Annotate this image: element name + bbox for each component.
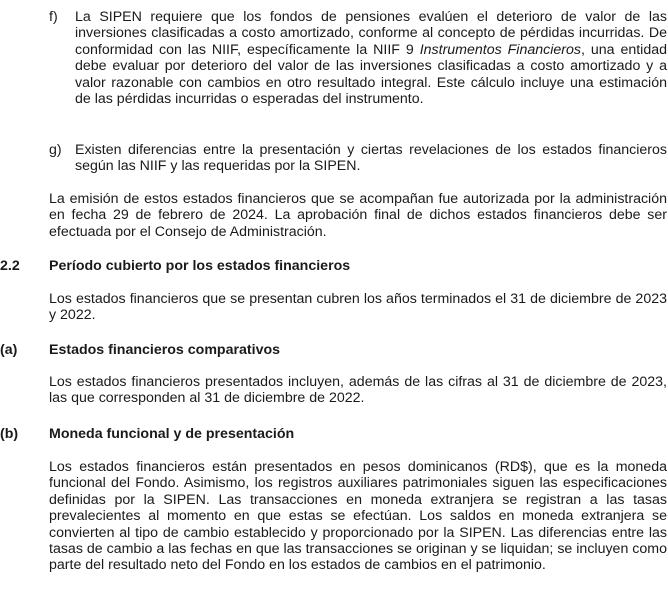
section-body-2-2: Los estados financieros que se presentan cubren los años terminados el 31 de diciembre de 2023 y 2022. bbox=[49, 291, 667, 324]
list-item-f-italic: Instrumentos Financieros bbox=[419, 41, 581, 58]
list-item-f-text-2: , una entidad debe evaluar por deterioro del valor de las inversiones clasificadas a costo amortizado y a valor razonable con cambios en otro resultado integral. Este cálculo incluye una estimación de las pérdidas incurridas o esperadas del instrumento. bbox=[75, 41, 667, 108]
list-item-f-text-1: La SIPEN requiere que los fondos de pensiones evalúen el deterioro de valor de las inversiones clasificadas a costo amortizado, conforme al concepto de pérdidas incurridas. De conformidad con las NIIF, específicamente la NIIF 9 bbox=[75, 9, 667, 58]
list-marker-g: g) bbox=[49, 142, 62, 158]
section-body-a: Los estados financieros presentados incluyen, además de las cifras al 31 de diciembre de 2023, las que corresponden al 31 de diciembre de 2022. bbox=[49, 374, 667, 407]
section-body-b: Los estados financieros están presentados en pesos dominicanos (RD$), que es la moneda funcional del Fondo. Asimismo, los registros auxiliares patrimoniales siguen las especificaciones definidas por la SIPEN. Las transacciones en moneda extranjera se registran a las tasas prevalecientes al momento en que estas se efectúan. Los saldos en moneda extranjera se convierten al tipo de cambio establecido y proporcionado por la SIPEN. Las diferencias entre las tasas de cambio a las fechas en que las transacciones se originan y se liquidan; se incluyen como parte del resultado neto del Fondo en los estados de cambios en el patrimonio. bbox=[49, 459, 667, 574]
list-item-g: Existen diferencias entre la presentación y ciertas revelaciones de los estados financieros según las NIIF y las requeridas por la SIPEN. bbox=[75, 142, 667, 175]
section-heading-2-2: Período cubierto por los estados financieros bbox=[49, 258, 351, 274]
section-heading-b: Moneda funcional y de presentación bbox=[49, 426, 295, 442]
approval-paragraph: La emisión de estos estados financieros que se acompañan fue autorizada por la administración en fecha 29 de febrero de 2024. La aprobación final de dichos estados financieros debe ser efectuada por el Consejo de Administración. bbox=[49, 191, 667, 240]
section-number-a: (a) bbox=[0, 342, 18, 358]
list-marker-f: f) bbox=[49, 9, 58, 25]
section-number-b: (b) bbox=[0, 426, 19, 442]
list-item-f bbox=[75, 9, 667, 107]
section-heading-a: Estados financieros comparativos bbox=[49, 342, 281, 358]
section-number-2-2: 2.2 bbox=[0, 258, 20, 274]
